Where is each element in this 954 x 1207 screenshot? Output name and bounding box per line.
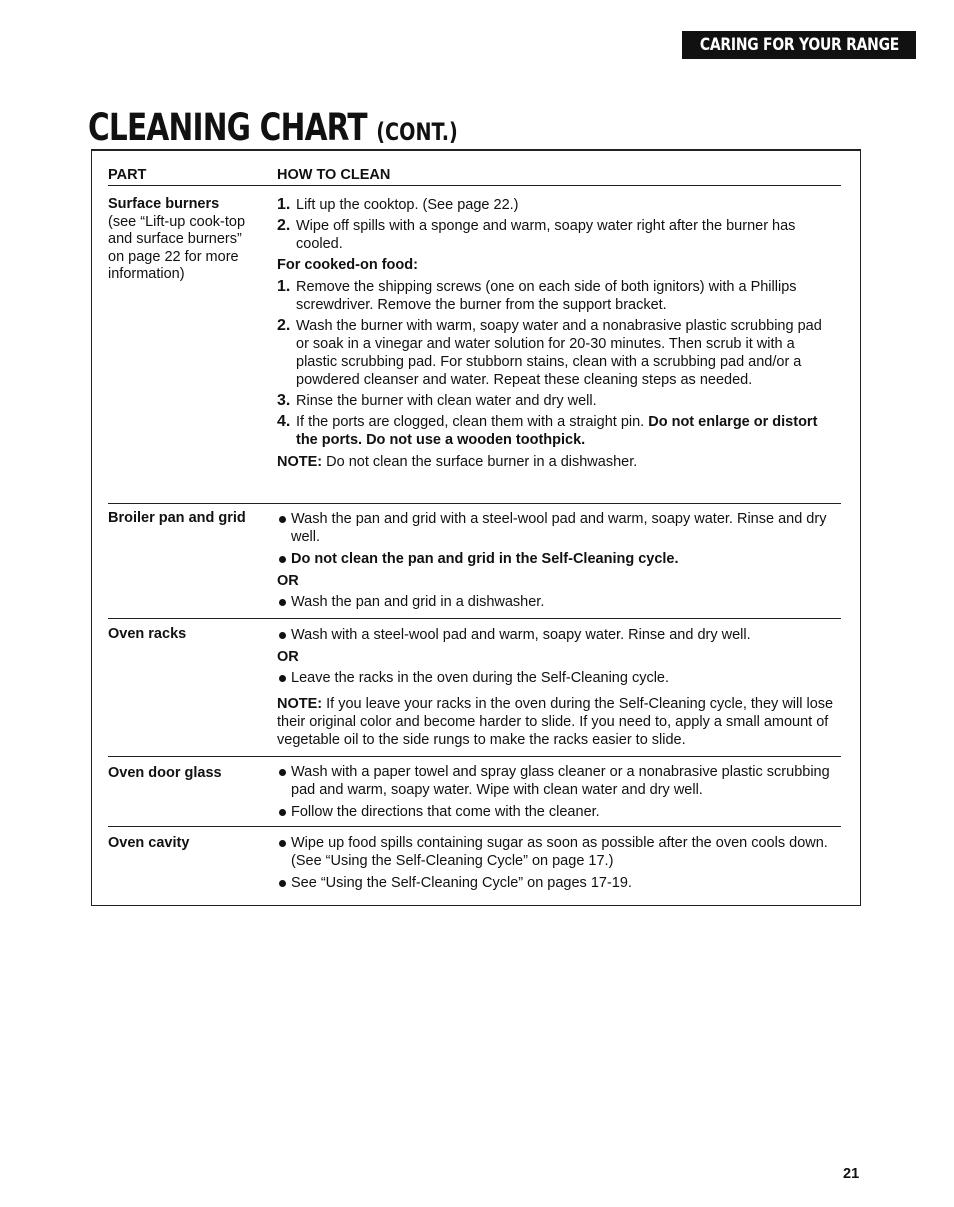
bullet-text: Wash the pan and grid in a dishwasher. bbox=[291, 594, 545, 610]
column-header-how-to-clean: HOW TO CLEAN bbox=[277, 167, 391, 183]
note-text: If you leave your racks in the oven during the Self-Cleaning cycle, they will lose their original color and become harder to slide. If you need to, apply a small amount of vegetable oil to the side rungs to make the racks easier to slide. bbox=[277, 696, 834, 748]
part-cell-surface-burners bbox=[108, 196, 258, 284]
bullet-text: Wash the pan and grid with a steel-wool pad and warm, soapy water. Rinse and dry well. bbox=[291, 511, 827, 545]
bullet-dot-icon bbox=[279, 769, 286, 776]
bullet-dot-icon bbox=[279, 880, 286, 887]
step-item bbox=[277, 217, 837, 253]
how-cell-oven-racks bbox=[277, 626, 837, 752]
part-name: Broiler pan and grid bbox=[108, 510, 246, 526]
bullet-text: Wash with a steel-wool pad and warm, soapy water. Rinse and dry well. bbox=[291, 627, 751, 643]
step-text: Wipe off spills with a sponge and warm, soapy water right after the burner has cooled. bbox=[296, 218, 796, 252]
part-name: Oven door glass bbox=[108, 765, 222, 781]
part-name: Oven cavity bbox=[108, 835, 190, 851]
step-text: Remove the shipping screws (one on each side of both ignitors) with a Phillips screwdriver. Remove the burner from the support bracket. bbox=[296, 279, 797, 313]
page-title bbox=[88, 106, 458, 154]
how-cell-broiler-pan bbox=[277, 510, 837, 615]
bullet-dot-icon bbox=[279, 556, 286, 563]
note bbox=[277, 453, 837, 471]
bullet-text: See “Using the Self-Cleaning Cycle” on pages 17-19. bbox=[291, 875, 632, 891]
bullet-dot-icon bbox=[279, 516, 286, 523]
bullet-item bbox=[277, 626, 837, 644]
how-cell-oven-cavity bbox=[277, 834, 837, 896]
page-title-suffix: (CONT.) bbox=[376, 118, 458, 146]
step-number: 2. bbox=[277, 217, 291, 234]
bullet-item bbox=[277, 874, 837, 892]
page-title-text: CLEANING CHART bbox=[88, 106, 367, 149]
column-header-part: PART bbox=[108, 167, 147, 183]
note-label: NOTE: bbox=[277, 696, 323, 712]
part-note: (see “Lift-up cook-top and surface burners” on page 22 for more information) bbox=[108, 213, 246, 282]
bullet-dot-icon bbox=[279, 809, 286, 816]
step-number: 4. bbox=[277, 413, 291, 430]
how-cell-oven-door-glass bbox=[277, 763, 837, 825]
part-name: Oven racks bbox=[108, 626, 187, 642]
bullet-text: Follow the directions that come with the cleaner. bbox=[291, 804, 600, 820]
part-cell-oven-cavity bbox=[108, 835, 258, 853]
step-number: 2. bbox=[277, 317, 291, 334]
step-item bbox=[277, 278, 837, 314]
step-text: Wash the burner with warm, soapy water and a nonabrasive plastic scrubbing pad or soak in a vinegar and water solution for 20-30 minutes. Then scrub it with a plastic scrubbing pad. For stubborn stains, clean with a scrubbing pad and/or a powdered cleanser and water. Repeat these cleaning steps as needed. bbox=[296, 318, 822, 388]
step-number: 3. bbox=[277, 392, 291, 409]
row-divider bbox=[108, 618, 841, 619]
page-number: 21 bbox=[843, 1166, 860, 1182]
step-number: 1. bbox=[277, 278, 291, 295]
step-number: 1. bbox=[277, 196, 291, 213]
bullet-item bbox=[277, 593, 837, 611]
bullet-dot-icon bbox=[279, 675, 286, 682]
bullet-item bbox=[277, 669, 837, 687]
subheading-cooked-on-food: For cooked-on food: bbox=[277, 257, 418, 273]
header-divider bbox=[108, 185, 841, 186]
step-text: If the ports are clogged, clean them with a straight pin. bbox=[296, 414, 645, 430]
part-cell-oven-door-glass bbox=[108, 765, 258, 783]
note-text: Do not clean the surface burner in a dishwasher. bbox=[326, 454, 638, 470]
bullet-dot-icon bbox=[279, 632, 286, 639]
bullet-text: Do not clean the pan and grid in the Self-Cleaning cycle. bbox=[291, 551, 679, 567]
step-item bbox=[277, 392, 837, 410]
bullet-item bbox=[277, 550, 837, 568]
part-cell-broiler-pan bbox=[108, 510, 258, 528]
step-text: Rinse the burner with clean water and dry well. bbox=[296, 393, 597, 409]
row-divider bbox=[108, 756, 841, 757]
or-separator: OR bbox=[277, 649, 299, 665]
step-item bbox=[277, 196, 837, 214]
or-separator: OR bbox=[277, 573, 299, 589]
how-cell-surface-burners bbox=[277, 196, 837, 474]
section-banner-label: CARING FOR YOUR RANGE bbox=[699, 35, 899, 55]
row-divider bbox=[108, 826, 841, 827]
step-item bbox=[277, 317, 837, 389]
step-item bbox=[277, 413, 837, 449]
part-name: Surface burners bbox=[108, 196, 220, 212]
row-divider bbox=[108, 503, 841, 504]
bullet-text: Wipe up food spills containing sugar as soon as possible after the oven cools down. (See “Using the Self-Cleaning Cycle” on page 17.) bbox=[291, 835, 828, 869]
note bbox=[277, 695, 837, 749]
bullet-dot-icon bbox=[279, 599, 286, 606]
bullet-item bbox=[277, 834, 837, 870]
bullet-dot-icon bbox=[279, 840, 286, 847]
bullet-item bbox=[277, 510, 837, 546]
bullet-text: Wash with a paper towel and spray glass cleaner or a nonabrasive plastic scrubbing pad and warm, soapy water. Wipe with clean water and dry well. bbox=[291, 764, 830, 798]
part-cell-oven-racks bbox=[108, 626, 258, 644]
bullet-item bbox=[277, 763, 837, 799]
step-warning: Do not enlarge or distort the ports. Do not use a wooden toothpick. bbox=[296, 414, 818, 448]
bullet-text: Leave the racks in the oven during the Self-Cleaning cycle. bbox=[291, 670, 670, 686]
bullet-item bbox=[277, 803, 837, 821]
note-label: NOTE: bbox=[277, 454, 323, 470]
step-text: Lift up the cooktop. (See page 22.) bbox=[296, 197, 519, 213]
section-banner bbox=[682, 31, 916, 59]
